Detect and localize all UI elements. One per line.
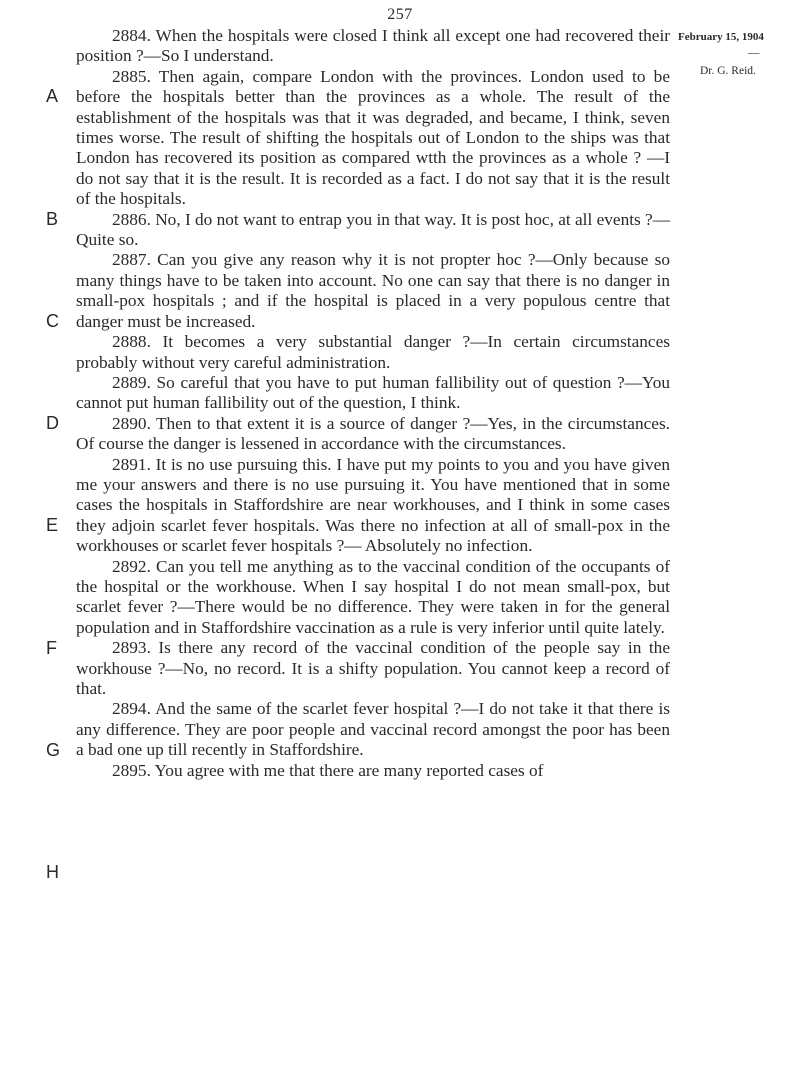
- margin-letter-f: F: [46, 638, 57, 658]
- margin-letter-e: E: [46, 515, 59, 535]
- margin-dash: —: [748, 47, 760, 59]
- paragraph-2893: 2893. Is there any record of the vaccinal condition of the people say in the workhouse ?—No, no record. It is a shifty population. You cannot keep a record of that.: [76, 638, 670, 698]
- paragraph-2887: 2887. Can you give any reason why it is not propter hoc ?—Only because so many things have to be taken into account. No one can say that there is no danger in small-pox hospitals ; and if the hospital is placed in a very populous centre that danger must be increased.: [76, 250, 670, 331]
- paragraph-2895: 2895. You agree with me that there are many reported cases of: [112, 760, 544, 780]
- paragraph-2894: 2894. And the same of the scarlet fever hospital ?—I do not take it that there is any difference. They are poor people and vaccinal record amongst the poor has been a bad one up till recently in Staffordshire.: [76, 699, 670, 760]
- paragraph-2891: 2891. It is no use pursuing this. I have put my points to you and you have given me your answers and there is no use pursuing it. You have mentioned that in some cases the hospitals in Staffordshire are near workhouses, and I think in some cases they adjoin scarlet fever hospitals. Was there no infection at all of small-pox in the workhouses or scarlet fever hospitals ?— Absolutely no infection.: [76, 454, 670, 556]
- page-number: 257: [387, 6, 413, 23]
- margin-letter-g: G: [46, 740, 61, 760]
- margin-witness: Dr. G. Reid.: [700, 65, 756, 77]
- paragraph-2889: 2889. So careful that you have to put human fallibility out of question ?—You cannot put human fallibility out of the question, I think.: [76, 372, 670, 413]
- margin-letter-h: H: [46, 862, 59, 882]
- margin-letter-b: B: [46, 209, 59, 229]
- margin-letter-d: D: [46, 413, 59, 433]
- margin-letter-c: C: [46, 311, 59, 331]
- paragraph-2890: 2890. Then to that extent it is a source of danger ?—Yes, in the circumstances. Of course the danger is lessened in accordance with the circumstances.: [76, 413, 670, 454]
- margin-letter-a: A: [46, 86, 59, 106]
- paragraph-2892: 2892. Can you tell me anything as to the vaccinal condition of the occupants of the hospital or the workhouse. When I say hospital I do not mean small-pox, but scarlet fever ?—There would be no difference. They were taken in for the general population and in Staffordshire vaccination as a rule is very inferior until quite lately.: [76, 556, 670, 637]
- paragraph-2885: 2885. Then again, compare London with the provinces. London used to be before the hospitals better than the provinces as a whole. The result of the establishment of the hospitals was that it was degraded, and became, I think, seven times worse. The result of shifting the hospitals out of London to the ships was that London has recovered its position as compared wtth the provinces as a whole ? —I do not say that it is the result. It is recorded as a fact. I do not say that it is the result of the hospitals.: [76, 66, 670, 209]
- margin-date: February 15, 1904: [678, 31, 764, 43]
- paragraph-2888: 2888. It becomes a very substantial danger ?—In certain circumstances probably without very careful administration.: [76, 332, 670, 372]
- paragraph-2884: 2884. When the hospitals were closed I think all except one had recovered their position ?—So I understand.: [76, 26, 670, 66]
- evidence-text: [76, 26, 670, 781]
- paragraph-2886: 2886. No, I do not want to entrap you in that way. It is post hoc, at all events ?—Quite so.: [76, 209, 671, 250]
